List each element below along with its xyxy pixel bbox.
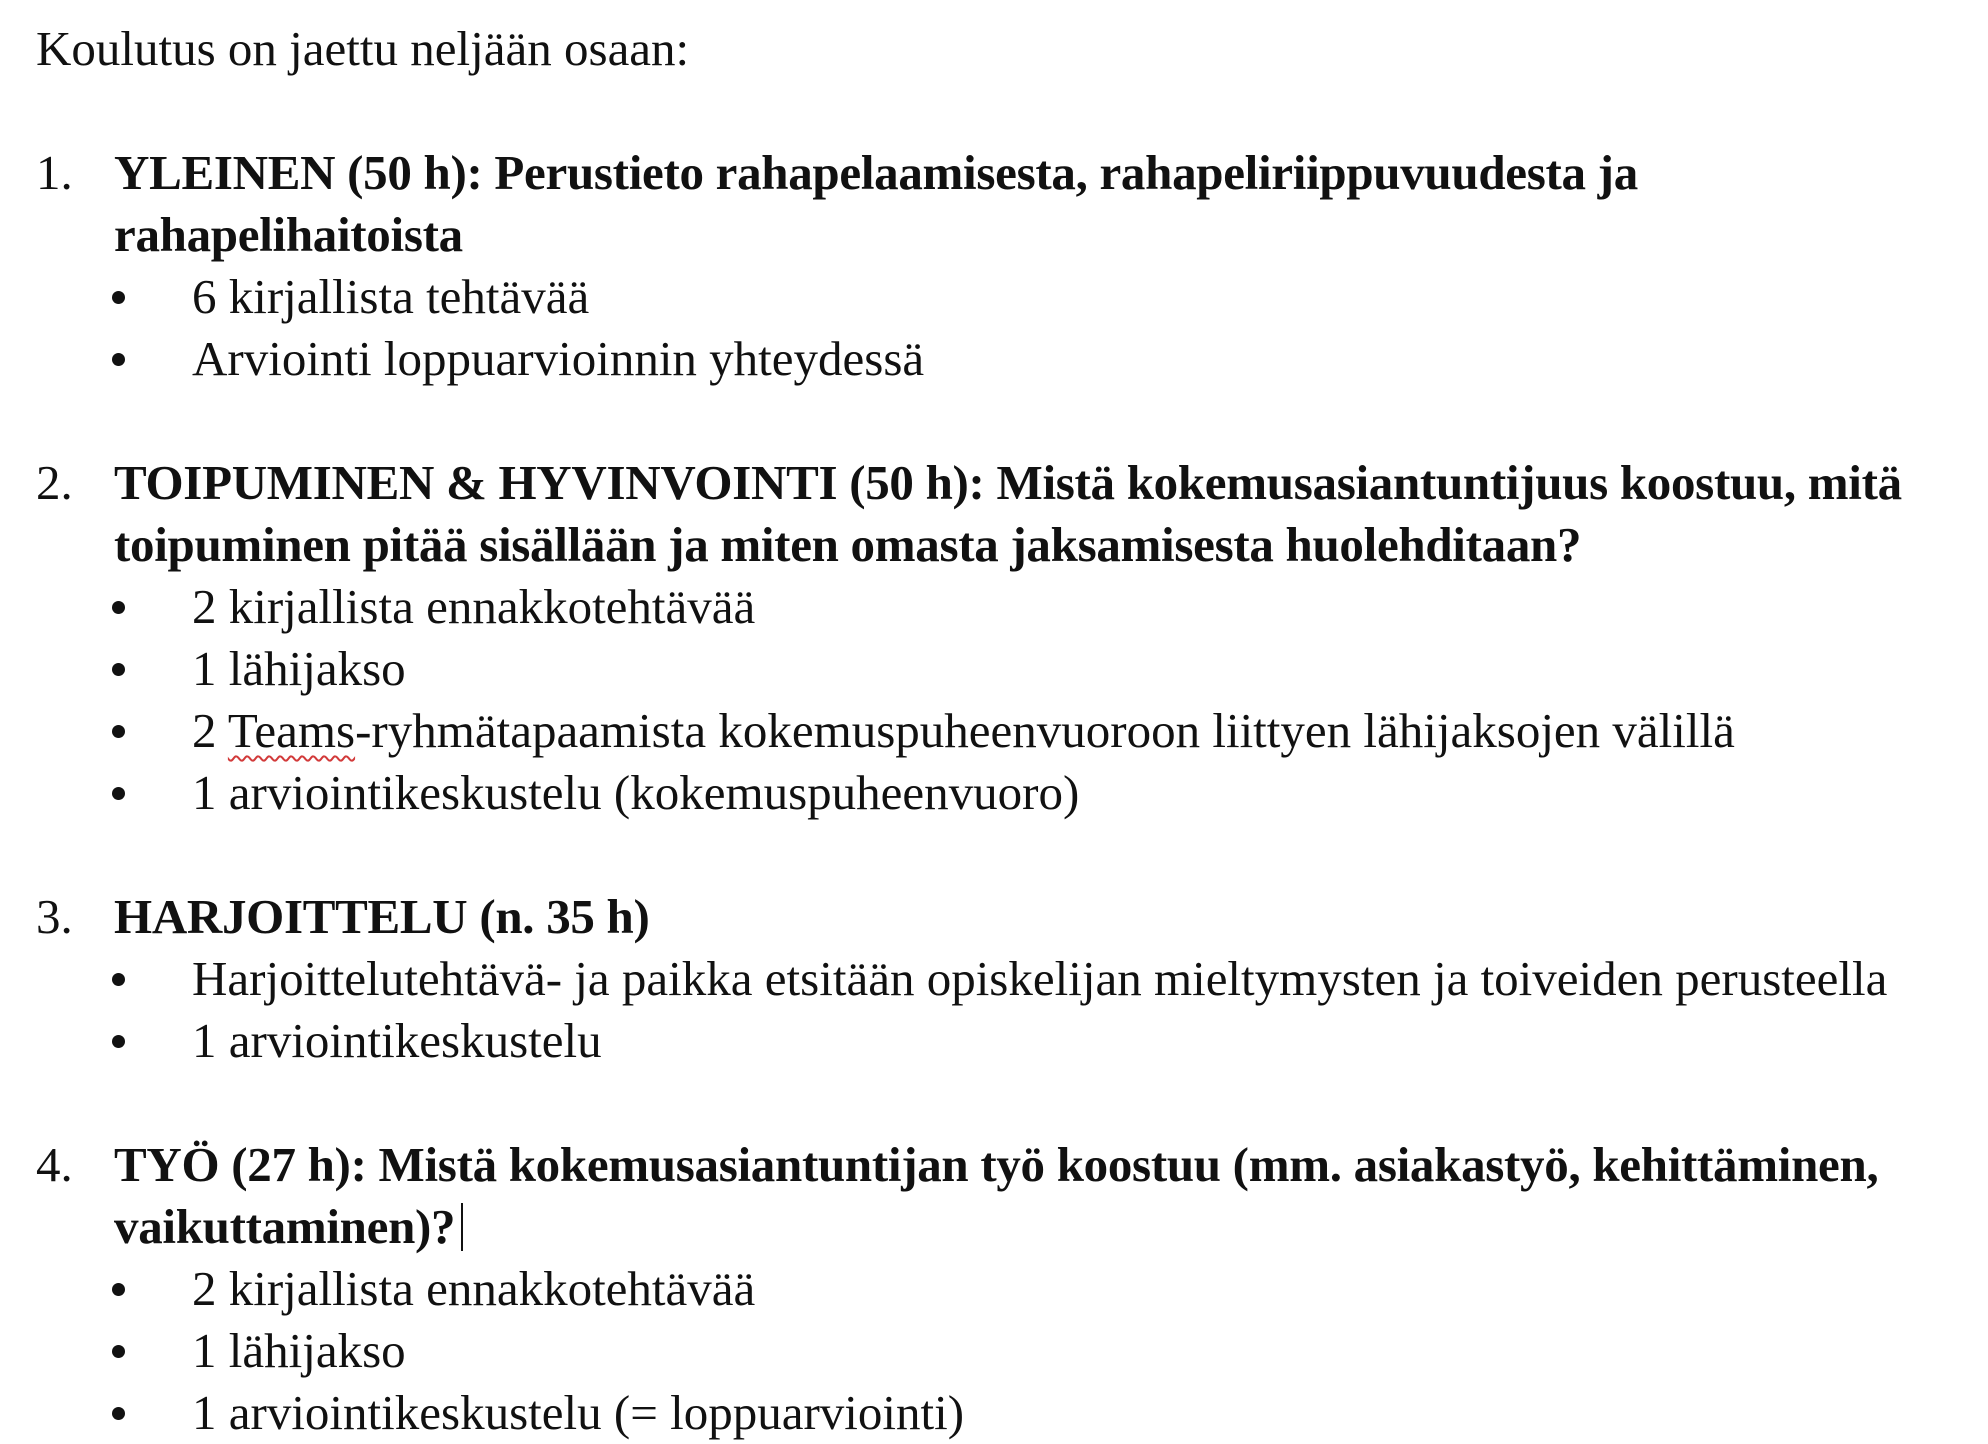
list-item	[36, 1010, 1956, 1072]
section-title: YLEINEN (50 h): Perustieto rahapelaamisesta, rahapeliriippuvuudesta ja rahapelihaitoista	[114, 145, 1638, 262]
spellcheck-flagged-word[interactable]: Teams	[227, 703, 356, 758]
section-number: 4.	[36, 1137, 73, 1192]
section-title: TOIPUMINEN & HYVINVOINTI (50 h): Mistä kokemusasiantuntijuus koostuu, mitä toipuminen pitää sisällään ja miten omasta jaksamisesta huolehditaan?	[114, 455, 1902, 572]
bullet-list	[36, 266, 1956, 390]
bullet-icon	[112, 787, 125, 800]
section-heading	[36, 886, 1956, 948]
bullet-icon	[112, 291, 125, 304]
bullet-list	[36, 1258, 1956, 1444]
list-item	[36, 1320, 1956, 1382]
list-item-text: 1 arviointikeskustelu (kokemuspuheenvuoro)	[192, 765, 1080, 820]
section-number: 2.	[36, 455, 73, 510]
bullet-icon	[112, 973, 125, 986]
list-item-text: 6 kirjallista tehtävää	[192, 269, 590, 324]
list-item	[36, 948, 1956, 1010]
list-item-text: 2 kirjallista ennakkotehtävää	[192, 579, 756, 634]
section-number: 1.	[36, 145, 73, 200]
bullet-icon	[112, 663, 125, 676]
list-item	[36, 1258, 1956, 1320]
list-item	[36, 576, 1956, 638]
bullet-icon	[112, 1035, 125, 1048]
bullet-icon	[112, 601, 125, 614]
list-item	[36, 266, 1956, 328]
section-heading	[36, 452, 1956, 576]
bullet-icon	[112, 353, 125, 366]
bullet-icon	[112, 725, 125, 738]
list-item-text: 2 kirjallista ennakkotehtävää	[192, 1261, 756, 1316]
intro-text: Koulutus on jaettu neljään osaan:	[36, 21, 690, 76]
list-item	[36, 1382, 1956, 1444]
section-2	[36, 452, 1956, 824]
bullet-icon	[112, 1283, 125, 1296]
document-page	[36, 18, 1956, 1444]
list-item-text: 1 arviointikeskustelu	[192, 1013, 602, 1068]
list-item-text: Harjoittelutehtävä- ja paikka etsitään opiskelijan mieltymysten ja toiveiden perusteella	[192, 951, 1888, 1006]
section-title: TYÖ (27 h): Mistä kokemusasiantuntijan työ koostuu (mm. asiakastyö, kehittäminen, vaikuttaminen)?	[114, 1137, 1879, 1254]
list-item-text: 1 lähijakso	[192, 1323, 406, 1378]
bullet-list	[36, 948, 1956, 1072]
bullet-list	[36, 576, 1956, 824]
list-item-text-start: 2	[192, 703, 228, 758]
list-item-text: 1 arviointikeskustelu (= loppuarviointi)	[192, 1385, 965, 1440]
section-1	[36, 142, 1956, 390]
list-item	[36, 638, 1956, 700]
list-item-text	[192, 703, 1735, 758]
list-item	[36, 700, 1956, 762]
section-number: 3.	[36, 889, 73, 944]
section-4	[36, 1134, 1956, 1444]
section-title: HARJOITTELU (n. 35 h)	[114, 889, 650, 944]
list-item	[36, 328, 1956, 390]
list-item	[36, 762, 1956, 824]
text-cursor	[461, 1203, 463, 1251]
list-item-text: 1 lähijakso	[192, 641, 406, 696]
bullet-icon	[112, 1345, 125, 1358]
list-item-text: Arviointi loppuarvioinnin yhteydessä	[192, 331, 925, 386]
list-item-text-end: -ryhmätapaamista kokemuspuheenvuoroon liittyen lähijaksojen välillä	[355, 703, 1735, 758]
section-heading	[36, 142, 1956, 266]
section-heading	[36, 1134, 1956, 1258]
section-3	[36, 886, 1956, 1072]
